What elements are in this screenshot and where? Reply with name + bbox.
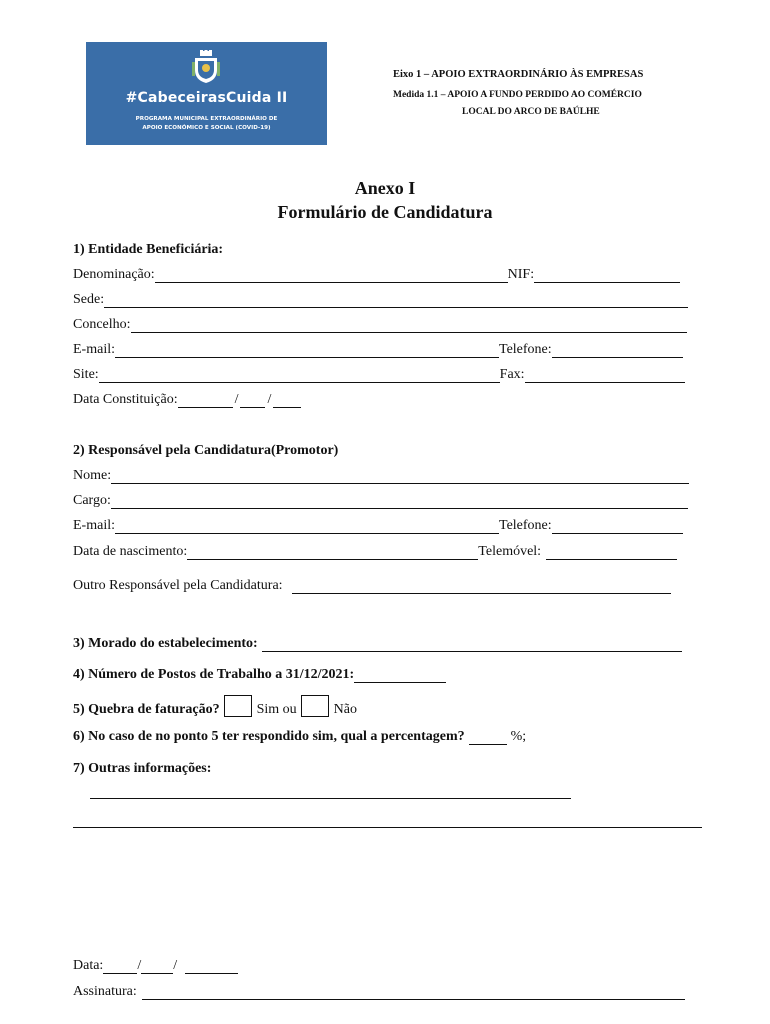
promotor-telefone-field[interactable] bbox=[552, 518, 683, 534]
telefone-label: Telefone: bbox=[499, 342, 552, 357]
annex-title: Anexo I bbox=[354, 178, 416, 198]
site-label: Site: bbox=[73, 367, 99, 382]
email-row bbox=[73, 342, 683, 358]
telemovel-field[interactable] bbox=[546, 544, 677, 560]
date-separator: / bbox=[234, 392, 239, 407]
email-field[interactable] bbox=[115, 342, 499, 358]
nome-row bbox=[73, 468, 689, 484]
banner-hashtag: #CabeceirasCuida II bbox=[125, 90, 288, 106]
section3-row bbox=[73, 636, 682, 652]
assinatura-row bbox=[73, 984, 685, 1000]
municipal-crest-icon bbox=[190, 50, 222, 84]
section4-label: 4) Número de Postos de Trabalho a 31/12/2021: bbox=[73, 667, 355, 682]
denominacao-field[interactable] bbox=[155, 267, 508, 283]
sede-row bbox=[73, 292, 688, 308]
sede-label: Sede: bbox=[73, 292, 105, 307]
cargo-label: Cargo: bbox=[73, 493, 111, 508]
header-measure-line2: LOCAL DO ARCO DE BAÚLHE bbox=[462, 107, 600, 117]
data-constituicao-label: Data Constituição: bbox=[73, 392, 178, 407]
telefone-field[interactable] bbox=[552, 342, 683, 358]
site-row bbox=[73, 367, 685, 383]
footer-data-row bbox=[73, 958, 238, 974]
outro-responsavel-row bbox=[73, 578, 671, 594]
date-separator: / bbox=[267, 392, 272, 407]
section2-heading: 2) Responsável pela Candidatura(Promotor) bbox=[73, 443, 339, 458]
outro-responsavel-field[interactable] bbox=[292, 578, 671, 594]
nif-field[interactable] bbox=[534, 267, 680, 283]
nome-label: Nome: bbox=[73, 468, 112, 483]
banner-subtitle-line2: APOIO ECONÓMICO E SOCIAL (COVID-19) bbox=[142, 124, 271, 131]
assinatura-label: Assinatura: bbox=[73, 984, 137, 999]
data-nascimento-field[interactable] bbox=[187, 544, 478, 560]
nao-checkbox[interactable] bbox=[301, 695, 329, 717]
section4-row bbox=[73, 667, 446, 683]
section3-label: 3) Morado do estabelecimento: bbox=[73, 636, 258, 651]
outras-informacoes-line1[interactable] bbox=[90, 798, 571, 799]
section5-row bbox=[73, 695, 357, 718]
footer-year-field[interactable] bbox=[185, 958, 238, 974]
data-constituicao-month-field[interactable] bbox=[240, 392, 265, 408]
banner-subtitle bbox=[86, 115, 327, 132]
date-separator: / bbox=[173, 958, 178, 973]
form-title: Formulário de Candidatura bbox=[277, 202, 493, 222]
header-measure-line1: Medida 1.1 – APOIO A FUNDO PERDIDO AO COMÉRCIO bbox=[393, 90, 642, 100]
sim-label: Sim ou bbox=[256, 702, 297, 717]
telemovel-label: Telemóvel: bbox=[478, 544, 542, 559]
data-nascimento-row bbox=[73, 544, 677, 560]
footer-day-field[interactable] bbox=[103, 958, 137, 974]
percentagem-suffix: %; bbox=[510, 729, 527, 744]
outras-informacoes-line2[interactable] bbox=[73, 827, 702, 828]
site-field[interactable] bbox=[99, 367, 500, 383]
concelho-label: Concelho: bbox=[73, 317, 131, 332]
outro-responsavel-label: Outro Responsável pela Candidatura: bbox=[73, 578, 283, 593]
footer-data-label: Data: bbox=[73, 958, 104, 973]
date-separator: / bbox=[137, 958, 142, 973]
nif-label: NIF: bbox=[507, 267, 535, 282]
data-constituicao-year-field[interactable] bbox=[273, 392, 301, 408]
header-axis: Eixo 1 – APOIO EXTRAORDINÁRIO ÀS EMPRESAS bbox=[393, 69, 644, 80]
nao-label: Não bbox=[333, 702, 357, 717]
section6-label: 6) No caso de no ponto 5 ter respondido sim, qual a percentagem? bbox=[73, 729, 465, 744]
footer-month-field[interactable] bbox=[141, 958, 173, 974]
denominacao-label: Denominação: bbox=[73, 267, 155, 282]
promotor-email-label: E-mail: bbox=[73, 518, 115, 533]
denominacao-row bbox=[73, 267, 680, 283]
data-constituicao-row bbox=[73, 392, 301, 408]
cargo-field[interactable] bbox=[111, 493, 688, 509]
program-banner bbox=[86, 42, 327, 145]
section1-heading: 1) Entidade Beneficiária: bbox=[73, 242, 224, 257]
data-constituicao-day-field[interactable] bbox=[178, 392, 233, 408]
postos-trabalho-field[interactable] bbox=[354, 667, 446, 683]
data-nascimento-label: Data de nascimento: bbox=[73, 544, 188, 559]
percentagem-field[interactable] bbox=[469, 729, 507, 745]
section7-label: 7) Outras informações: bbox=[73, 761, 212, 776]
section6-row bbox=[73, 729, 526, 745]
sim-checkbox[interactable] bbox=[224, 695, 252, 717]
morada-field[interactable] bbox=[262, 636, 682, 652]
assinatura-field[interactable] bbox=[142, 984, 685, 1000]
promotor-email-row bbox=[73, 518, 683, 534]
promotor-telefone-label: Telefone: bbox=[499, 518, 552, 533]
concelho-row bbox=[73, 317, 687, 333]
promotor-email-field[interactable] bbox=[115, 518, 499, 534]
fax-field[interactable] bbox=[525, 367, 685, 383]
cargo-row bbox=[73, 493, 688, 509]
email-label: E-mail: bbox=[73, 342, 115, 357]
section5-label: 5) Quebra de faturação? bbox=[73, 702, 220, 717]
concelho-field[interactable] bbox=[131, 317, 687, 333]
nome-field[interactable] bbox=[111, 468, 689, 484]
sede-field[interactable] bbox=[104, 292, 688, 308]
banner-subtitle-line1: PROGRAMA MUNICIPAL EXTRAORDINÁRIO DE bbox=[135, 116, 278, 122]
fax-label: Fax: bbox=[499, 367, 525, 382]
